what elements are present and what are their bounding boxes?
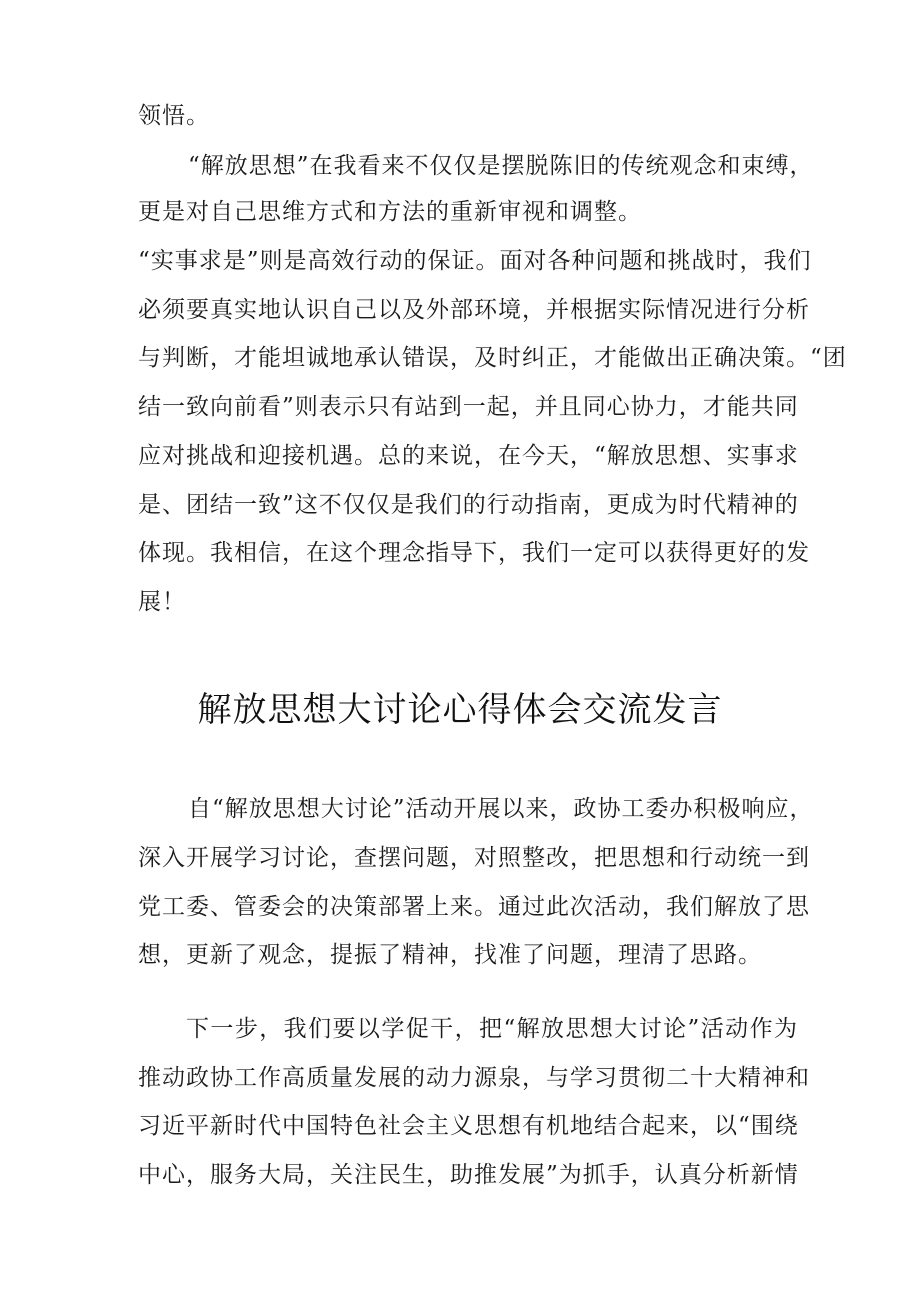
paragraph-line: 领悟。 (138, 103, 210, 129)
paragraph-line: “实事求是”则是高效行动的保证。面对各种问题和挑战时，我们 (138, 248, 812, 274)
paragraph-line: 体现。我相信，在这个理念指导下，我们一定可以获得更好的发 (138, 540, 810, 566)
paragraph-line: 结一致向前看”则表示只有站到一起，并且同心协力，才能共同 (138, 394, 799, 420)
paragraph-line: 习近平新时代中国特色社会主义思想有机地结合起来，以“围绕 (138, 1113, 799, 1139)
paragraph-line: 更是对自己思维方式和方法的重新审视和调整。 (138, 199, 642, 225)
paragraph-line: 中心，服务大局，关注民生，助推发展”为抓手，认真分析新情 (138, 1162, 799, 1188)
paragraph-line: 展！ (138, 589, 186, 615)
paragraph-line: “解放思想”在我看来不仅仅是摆脱陈旧的传统观念和束缚， (188, 153, 814, 179)
paragraph-line: 党工委、管委会的决策部署上来。通过此次活动，我们解放了思 (138, 894, 810, 920)
paragraph-line: 与判断，才能坦诚地承认错误，及时纠正，才能做出正确决策。“团 (138, 345, 847, 371)
paragraph-line: 自“解放思想大讨论”活动开展以来，政协工委办积极响应， (188, 796, 814, 822)
paragraph-line: 必须要真实地认识自己以及外部环境，并根据实际情况进行分析 (138, 297, 810, 323)
paragraph-line: 深入开展学习讨论，查摆问题，对照整改，把思想和行动统一到 (138, 845, 810, 871)
section-title: 解放思想大讨论心得体会交流发言 (197, 690, 723, 730)
paragraph-line: 想，更新了观念，提振了精神，找准了问题，理清了思路。 (138, 942, 762, 968)
paragraph-line: 推动政协工作高质量发展的动力源泉，与学习贯彻二十大精神和 (138, 1065, 810, 1091)
paragraph-line: 应对挑战和迎接机遇。总的来说，在今天，“解放思想、实事求 (138, 443, 799, 469)
paragraph-line: 下一步，我们要以学促干，把“解放思想大讨论”活动作为 (186, 1016, 798, 1042)
paragraph-line: 是、团结一致”这不仅仅是我们的行动指南，更成为时代精神的 (138, 492, 799, 518)
